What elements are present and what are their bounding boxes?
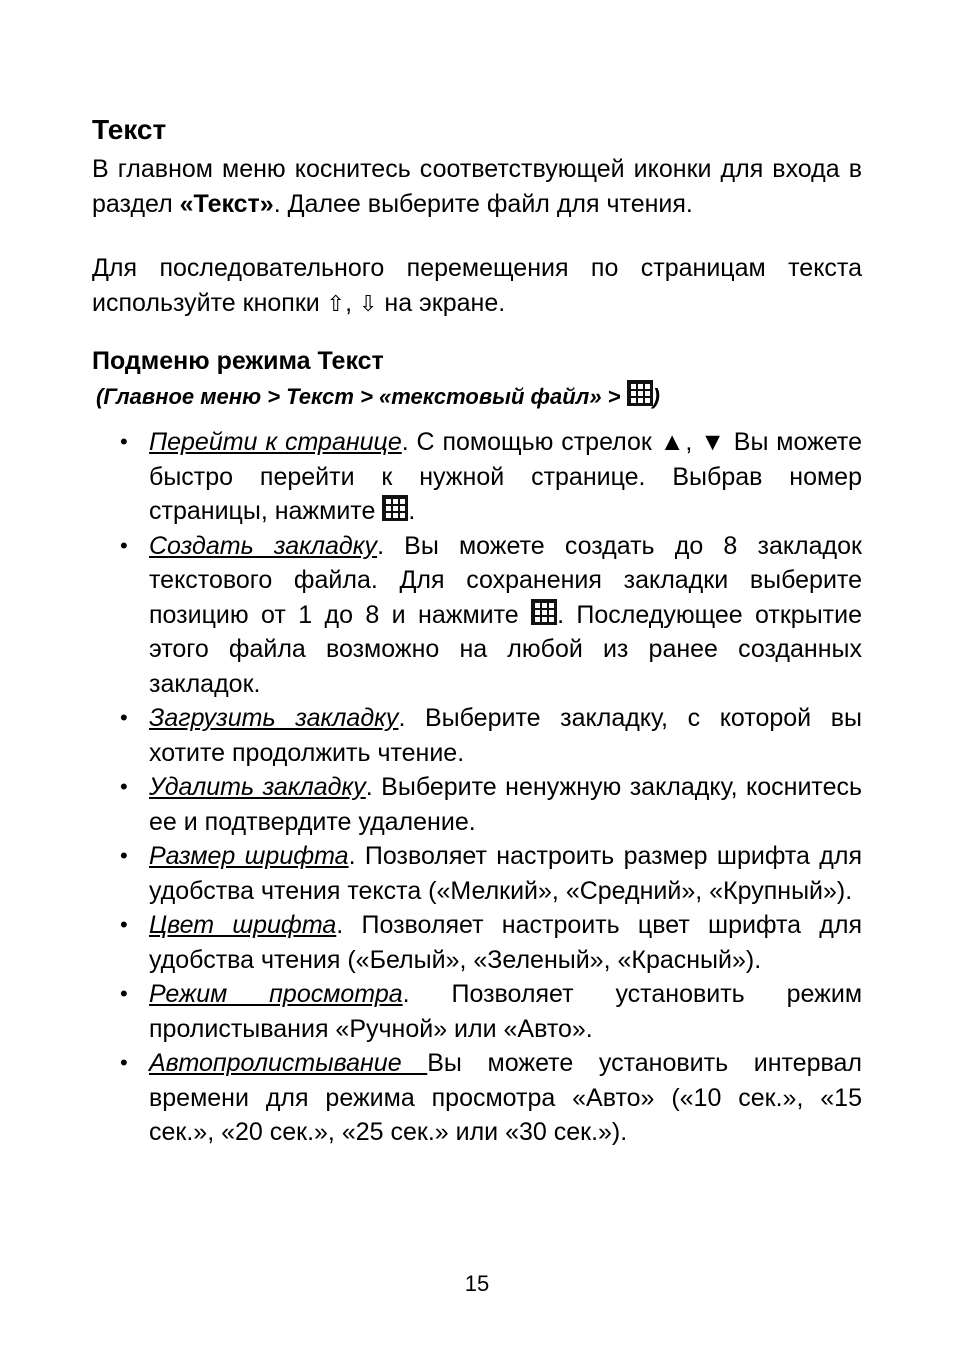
item-text-after: .: [408, 497, 416, 525]
item-text: . Позволяет настроить цвет шрифта для удобства чтения («Белый», «Зеленый», «Красный»).: [149, 911, 863, 974]
item-text-after: . Последующее открытие этого файла возможно на любой из ранее созданных закладок.: [149, 600, 862, 698]
arrow-down-icon: ⇩: [359, 291, 378, 317]
arrow-up-icon: ⇧: [326, 291, 346, 317]
submenu-path: [96, 380, 862, 413]
item-title: Перейти к странице: [149, 428, 402, 456]
submenu-path-end: ): [652, 384, 660, 409]
item-title: Удалить закладку: [149, 773, 366, 801]
item-text: . Позволяет установить режим пролистывания «Ручной» или «Авто».: [149, 980, 863, 1043]
list-item: [92, 839, 862, 908]
item-title: Загрузить закладку: [149, 704, 399, 732]
bullet: •: [120, 532, 128, 558]
submenu-title: Подменю режима Текст: [92, 347, 384, 375]
item-title: Режим просмотра: [149, 980, 403, 1008]
intro-text: В главном меню коснитесь соответствующей иконки для входа в раздел: [92, 155, 862, 218]
item-title: Автопролистывание: [149, 1049, 428, 1077]
item-text: . С помощью стрелок ▲, ▼ Вы можете быстро перейти к нужной странице. Выбрав номер страницы, нажмите: [149, 428, 862, 525]
list-item: [92, 529, 862, 702]
section-title: Текст: [92, 114, 167, 145]
spacer: [92, 221, 862, 251]
grid-menu-icon: [531, 599, 557, 625]
bullet: •: [120, 981, 128, 1006]
bullet: •: [120, 843, 128, 868]
item-text: . Выберите закладку, с которой вы хотите продолжить чтение.: [149, 704, 862, 767]
item-title: Создать закладку: [149, 531, 378, 560]
intro2-sep: ,: [345, 288, 360, 317]
item-text: . Вы можете создать до 8 закладок текстового файла. Для сохранения закладки выберите позицию от 1 до 8 и нажмите: [149, 531, 862, 629]
grid-menu-icon: [382, 495, 408, 521]
page-number: 15: [464, 1271, 490, 1296]
intro-bold-section: «Текст»: [179, 189, 274, 218]
bullet: •: [120, 705, 128, 730]
bullet: •: [120, 1050, 128, 1075]
list-item: [92, 908, 862, 977]
list-item: [92, 1046, 862, 1150]
intro-paragraph-2: [92, 251, 862, 322]
list-item: [92, 701, 862, 770]
intro-text-after: . Далее выберите файл для чтения.: [273, 189, 693, 218]
bullet: •: [120, 774, 128, 799]
submenu-list: [92, 425, 862, 1150]
intro-paragraph-1: [92, 152, 862, 221]
submenu-path-text: (Главное меню > Текст > «текстовый файл» >: [96, 384, 627, 409]
item-text: Вы можете установить интервал времени для режима просмотра «Авто» («10 сек.», «15 сек.», «20 сек.», «25 сек.» или «30 сек.»).: [149, 1049, 862, 1146]
bullet: •: [120, 912, 128, 937]
bullet: •: [120, 429, 128, 454]
intro2-text: Для последовательного перемещения по страницам текста используйте кнопки: [92, 254, 862, 317]
list-item: [92, 770, 862, 839]
item-title: Цвет шрифта: [149, 911, 337, 939]
item-text: . Позволяет настроить размер шрифта для удобства чтения текста («Мелкий», «Средний», «Крупный»).: [149, 842, 863, 905]
intro2-text-after: на экране.: [377, 288, 506, 317]
page-content: [92, 112, 862, 1150]
list-item: [92, 977, 862, 1046]
grid-menu-icon: [627, 380, 653, 406]
item-title: Размер шрифта: [149, 842, 349, 870]
item-text: . Выберите ненужную закладку, коснитесь ее и подтвердите удаление.: [149, 773, 863, 836]
list-item: [92, 425, 862, 529]
